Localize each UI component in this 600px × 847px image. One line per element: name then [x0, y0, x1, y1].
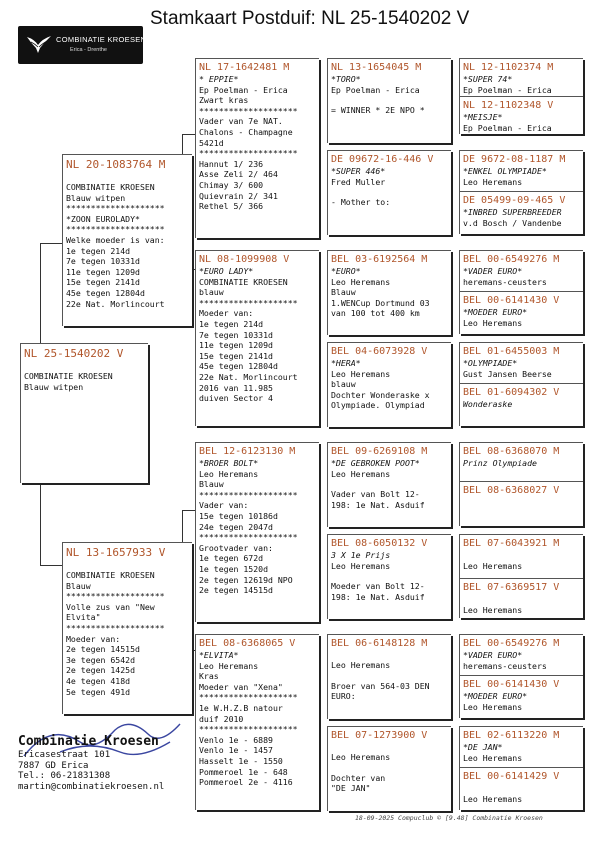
- card-line: 2016 van 11.985: [199, 382, 273, 393]
- card-line: Ep Poelman - Erica: [463, 122, 552, 133]
- card-line: *BROER BOLT*: [199, 458, 259, 468]
- card-line: 3 X 1e Prijs: [331, 550, 391, 560]
- card-line: 22e Nat. Morlincourt: [66, 298, 165, 309]
- card-line: Ep Poelman - Erica: [199, 84, 288, 95]
- card-line: blauw: [199, 287, 224, 298]
- ring-number: DE 09672-16-446 V: [331, 154, 434, 165]
- card-line: Moeder van Bolt 12-: [331, 581, 425, 592]
- pedigree-card-g13-g14: [459, 634, 583, 718]
- ring-number: BEL 03-6192564 M: [331, 254, 428, 265]
- ring-number: NL 12-1102348 V: [460, 96, 583, 112]
- card-line: 2e tegen 14515d: [199, 585, 273, 596]
- pedigree-card-fm: [195, 250, 319, 426]
- logo: [18, 26, 147, 64]
- card-line: Pommeroel 1e - 648: [199, 766, 288, 777]
- card-line: Wonderaske: [463, 399, 513, 410]
- card-line: 45e tegen 12804d: [66, 287, 145, 298]
- card-line: Rethel 5/ 366: [199, 201, 264, 212]
- ring-number: BEL 00-6141430 V: [460, 675, 583, 691]
- card-line: heremans-ceusters: [463, 276, 547, 287]
- card-line: ********************: [66, 203, 165, 214]
- card-line: *TORO*: [331, 74, 361, 84]
- pedigree-card-ff: [195, 58, 319, 238]
- card-line: Kras: [199, 671, 219, 682]
- card-line: Leo Heremans: [331, 560, 391, 571]
- ring-number: BEL 04-6073928 V: [331, 346, 428, 357]
- pedigree-card-mf: [195, 442, 319, 622]
- card-line: Leo Heremans: [331, 660, 391, 670]
- card-line: Leo Heremans: [463, 701, 523, 712]
- ring-number: BEL 01-6455003 M: [463, 346, 560, 357]
- card-line: *HERA*: [331, 358, 361, 368]
- pedigree-card-fff: [327, 58, 451, 143]
- pedigree-card-mother: [62, 542, 192, 714]
- card-line: Leo Heremans: [199, 660, 259, 671]
- card-line: 15e tegen 2141d: [66, 277, 140, 288]
- pedigree-card-g11-g12: [459, 534, 583, 618]
- ring-number: BEL 01-6094302 V: [460, 383, 583, 399]
- card-line: ********************: [199, 692, 298, 703]
- card-line: 198: 1e Nat. Asduif: [331, 591, 425, 602]
- pedigree-card-subject: [20, 343, 148, 483]
- card-line: heremans-ceusters: [463, 660, 547, 671]
- card-line: 15e tegen 2141d: [199, 350, 273, 361]
- ring-number: DE 9672-08-1187 M: [463, 154, 566, 165]
- card-line: 2e tegen 12619d NPO: [199, 574, 293, 585]
- card-line: 7e tegen 10331d: [199, 329, 273, 340]
- card-line: Leo Heremans: [331, 468, 391, 479]
- card-line: COMBINATIE KROESEN: [66, 570, 155, 580]
- card-line: 1e tegen 1520d: [199, 563, 269, 574]
- card-line: [328, 95, 451, 105]
- ring-number: BEL 12-6123130 M: [199, 446, 296, 457]
- card-line: Moeder van "Xena": [199, 681, 283, 692]
- ring-number: BEL 07-1273900 V: [331, 730, 428, 741]
- card-line: Leo Heremans: [463, 561, 523, 571]
- owner-name: Combinatie Kroesen: [18, 734, 159, 749]
- ring-number: BEL 00-6141430 V: [460, 291, 583, 307]
- card-line: EURO:: [331, 691, 356, 702]
- card-line: *SUPER 74*: [463, 74, 513, 84]
- card-line: Blauw: [331, 287, 356, 298]
- card-line: Venlo 1e - 1457: [199, 745, 273, 756]
- card-line: *SUPER 446*: [331, 166, 386, 176]
- card-line: Leo Heremans: [463, 794, 523, 805]
- pedigree-card-mmm: [327, 726, 451, 811]
- card-line: [328, 187, 451, 197]
- card-line: COMBINATIE KROESEN: [66, 182, 155, 192]
- ring-number: BEL 08-6050132 V: [331, 538, 428, 549]
- owner-phone: Tel.: 06-21831308: [18, 771, 111, 782]
- pedigree-card-mff: [327, 442, 451, 527]
- card-line: 5e tegen 491d: [66, 686, 131, 697]
- pedigree-card-g15-g16: [459, 726, 583, 810]
- card-line: ********************: [66, 224, 165, 235]
- card-line: ********************: [199, 489, 298, 500]
- card-line: Blauw witpen: [24, 381, 84, 392]
- card-line: Venlo 1e - 6889: [199, 734, 273, 745]
- ring-number: NL 25-1540202 V: [24, 347, 124, 360]
- card-line: Leo Heremans: [463, 752, 523, 763]
- card-line: 22e Nat. Morlincourt: [199, 371, 298, 382]
- card-line: Leo Heremans: [199, 468, 259, 479]
- card-line: *VADER EURO*: [463, 266, 523, 276]
- card-line: Blauw: [66, 580, 91, 591]
- card-line: Moeder van:: [66, 633, 121, 644]
- card-line: Dochter Wonderaske x: [331, 389, 430, 400]
- card-line: 4e tegen 418d: [66, 675, 131, 686]
- pedigree-card-g3-g4: [459, 150, 583, 234]
- card-line: *VADER EURO*: [463, 650, 523, 660]
- connector: [182, 134, 195, 135]
- owner-email: martin@combinatiekroesen.nl: [18, 781, 165, 792]
- card-line: ********************: [199, 148, 298, 159]
- card-line: 1.WENCup Dortmund 03: [331, 297, 430, 308]
- ring-number: NL 13-1657933 V: [66, 546, 166, 559]
- card-line: Grootvader van:: [199, 542, 273, 553]
- ring-number: BEL 08-6368027 V: [460, 481, 583, 497]
- card-line: ********************: [199, 532, 298, 543]
- pedigree-card-mfm: [327, 534, 451, 619]
- connector: [40, 243, 41, 343]
- pedigree-card-g1-g2: [459, 58, 583, 134]
- card-line: Hannut 1/ 236: [199, 158, 264, 169]
- card-line: 2e tegen 14515d: [66, 644, 140, 655]
- card-line: Dochter van: [331, 772, 386, 783]
- card-line: Leo Heremans: [331, 752, 391, 762]
- card-line: ********************: [66, 622, 165, 633]
- pedigree-card-ffm: [327, 150, 451, 235]
- card-line: van 100 tot 400 km: [331, 308, 420, 319]
- ring-number: BEL 09-6269108 M: [331, 446, 428, 457]
- card-line: Blauw: [199, 479, 224, 490]
- card-line: duif 2010: [199, 713, 244, 724]
- owner-address: [18, 734, 188, 792]
- pedigree-card-mmf: [327, 634, 451, 719]
- card-line: Zwart kras: [199, 95, 249, 106]
- card-line: Leo Heremans: [463, 317, 523, 328]
- card-line: v.d Bosch / Vandenbe: [463, 217, 562, 228]
- ring-number: NL 08-1099908 V: [199, 254, 290, 265]
- card-line: *EURO*: [331, 266, 361, 276]
- card-line: Vader van Bolt 12-: [331, 489, 420, 500]
- card-line: blauw: [331, 379, 356, 390]
- pedigree-card-g9-g10: [459, 442, 583, 526]
- card-line: 5421d: [199, 137, 224, 148]
- card-line: [328, 571, 451, 581]
- ring-number: BEL 07-6369517 V: [460, 578, 583, 594]
- card-line: *ENKEL OLYMPIADE*: [463, 166, 547, 176]
- card-line: Leo Heremans: [331, 276, 391, 287]
- ring-number: BEL 00-6549276 M: [463, 254, 560, 265]
- ring-number: NL 20-1083764 M: [66, 158, 166, 171]
- card-line: 1e tegen 214d: [199, 318, 264, 329]
- card-line: Leo Heremans: [463, 604, 523, 615]
- card-line: [328, 742, 451, 752]
- pedigree-card-g5-g6: [459, 250, 583, 334]
- logo-subtext: Erica - Drenthe: [70, 47, 107, 53]
- card-line: Welke moeder is van:: [66, 234, 165, 245]
- card-line: 45e tegen 12804d: [199, 361, 278, 372]
- card-line: COMBINATIE KROESEN: [199, 276, 288, 287]
- card-line: *ZOON EUROLADY*: [66, 213, 140, 224]
- card-line: 11e tegen 1209d: [199, 340, 273, 351]
- card-line: *OLYMPIADE*: [463, 358, 518, 368]
- card-line: 15e tegen 10186d: [199, 510, 278, 521]
- card-line: Quievrain 2/ 341: [199, 190, 278, 201]
- ring-number: BEL 00-6549276 M: [463, 638, 560, 649]
- card-line: COMBINATIE KROESEN: [24, 371, 113, 381]
- card-line: *INBRED SUPERBREEDER: [463, 207, 562, 218]
- card-line: Leo Heremans: [331, 368, 391, 379]
- card-line: Vader van:: [199, 500, 249, 511]
- card-line: [328, 479, 451, 489]
- card-line: 3e tegen 6542d: [66, 654, 136, 665]
- logo-text: COMBINATIE KROESEN: [56, 35, 147, 44]
- card-line: ********************: [199, 105, 298, 116]
- card-line: 24e tegen 2047d: [199, 521, 273, 532]
- ring-number: DE 05499-09-465 V: [460, 191, 583, 207]
- card-line: 1e tegen 214d: [66, 245, 131, 256]
- card-line: 11e tegen 1209d: [66, 266, 140, 277]
- card-line: Hasselt 1e - 1550: [199, 755, 283, 766]
- card-line: [328, 650, 451, 660]
- card-line: [328, 763, 451, 773]
- ring-number: BEL 02-6113220 M: [463, 730, 560, 741]
- card-line: 2e tegen 1425d: [66, 665, 136, 676]
- card-line: 7e tegen 10331d: [66, 256, 140, 267]
- card-line: Chimay 3/ 600: [199, 179, 264, 190]
- card-line: *MOEDER EURO*: [463, 307, 528, 318]
- card-line: 1e W.H.Z.B natour: [199, 702, 283, 713]
- connector: [40, 565, 62, 566]
- card-line: Prinz Olympiade: [463, 458, 537, 468]
- card-line: *MEISJE*: [463, 112, 503, 123]
- connector: [182, 510, 195, 511]
- card-line: 198: 1e Nat. Asduif: [331, 499, 425, 510]
- page-title: Stamkaart Postduif: NL 25-1540202 V: [150, 8, 470, 29]
- ring-number: BEL 08-6368065 V: [199, 638, 296, 649]
- ring-number: BEL 06-6148128 M: [331, 638, 428, 649]
- card-line: Vader van 7e NAT.: [199, 116, 283, 127]
- card-line: *DE JAN*: [463, 742, 503, 752]
- card-line: - Mother to:: [331, 197, 391, 208]
- owner-street: Ericasestraat 101: [18, 750, 111, 760]
- ring-number: BEL 07-6043921 M: [463, 538, 560, 549]
- card-line: ********************: [66, 591, 165, 602]
- pigeon-wings-icon: [26, 33, 52, 59]
- pedigree-card-fmf: [327, 250, 451, 335]
- owner-city: 7887 GD Erica: [18, 760, 89, 771]
- ring-number: NL 12-1102374 M: [463, 62, 554, 73]
- card-line: ********************: [199, 724, 298, 735]
- card-line: [328, 671, 451, 681]
- connector: [40, 243, 62, 244]
- ring-number: BEL 00-6141429 V: [460, 767, 583, 783]
- card-line: "DE JAN": [331, 783, 371, 794]
- pedigree-card-father: [62, 154, 192, 326]
- card-line: Volle zus van "New: [66, 601, 155, 612]
- pedigree-card-g7-g8: [459, 342, 583, 426]
- card-line: Moeder van:: [199, 308, 254, 319]
- card-line: Fred Muller: [331, 176, 386, 187]
- card-line: Leo Heremans: [463, 176, 523, 187]
- card-line: = WINNER * 2E NPO *: [331, 105, 425, 116]
- card-line: duiven Sector 4: [199, 393, 273, 404]
- card-line: *DE GEBROKEN POOT*: [331, 458, 420, 468]
- card-line: *EURO LADY*: [199, 266, 254, 276]
- card-line: Blauw witpen: [66, 192, 126, 203]
- card-line: ********************: [199, 297, 298, 308]
- card-line: Pommeroel 2e - 4116: [199, 777, 293, 788]
- card-line: *MOEDER EURO*: [463, 691, 528, 702]
- card-line: Ep Poelman - Erica: [331, 84, 420, 95]
- connector: [40, 483, 41, 565]
- pedigree-card-fmm: [327, 342, 451, 427]
- card-line: Broer van 564-03 DEN: [331, 680, 430, 691]
- card-line: Gust Jansen Beerse: [463, 368, 552, 379]
- card-line: 1e tegen 672d: [199, 553, 264, 564]
- ring-number: NL 13-1654045 M: [331, 62, 422, 73]
- card-line: Elvita": [66, 612, 101, 623]
- ring-number: BEL 08-6368070 M: [463, 446, 560, 457]
- card-line: Olympiade. Olympiad: [331, 400, 425, 411]
- card-line: *ELVITA*: [199, 650, 239, 660]
- ring-number: NL 17-1642481 M: [199, 62, 290, 73]
- card-line: Asse Zeli 2/ 464: [199, 169, 278, 180]
- pedigree-card-mm: [195, 634, 319, 810]
- card-line: Ep Poelman - Erica: [463, 84, 552, 95]
- card-line: * EPPIE*: [199, 74, 239, 84]
- footer-note: 18-09-2025 Compuclub © [9.48] Combinatie Kroesen: [355, 814, 543, 822]
- card-line: Chalons - Champagne: [199, 126, 293, 137]
